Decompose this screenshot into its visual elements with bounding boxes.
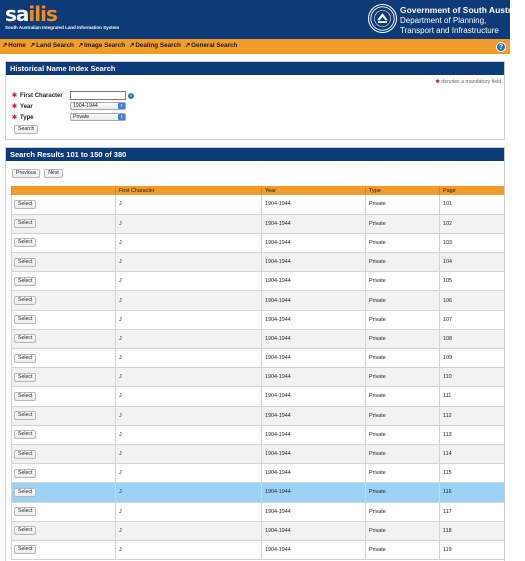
previous-button[interactable]: Previous <box>12 169 40 178</box>
select-cell <box>12 521 116 540</box>
select-button[interactable]: Select <box>14 334 36 343</box>
select-button[interactable]: Select <box>14 507 36 516</box>
type-cell: Private <box>366 368 440 387</box>
year-label: Year <box>20 103 33 110</box>
page-cell: 106 <box>440 291 504 310</box>
page-cell: 105 <box>440 272 504 291</box>
select-button[interactable]: Select <box>14 545 36 554</box>
select-button[interactable]: Select <box>14 526 36 535</box>
first-character-cell: J <box>116 214 262 233</box>
select-arrows-icon: ⇕ <box>119 103 124 108</box>
type-cell: Private <box>366 444 440 463</box>
type-cell: Private <box>366 464 440 483</box>
select-cell <box>12 483 116 502</box>
type-cell: Private <box>366 425 440 444</box>
government-branding <box>400 5 525 36</box>
year-row <box>12 102 126 110</box>
select-button[interactable]: Select <box>14 219 36 228</box>
type-cell: Private <box>366 540 440 559</box>
first-character-cell: J <box>116 502 262 521</box>
first-character-cell: J <box>116 464 262 483</box>
main-nav <box>0 39 510 54</box>
select-button[interactable]: Select <box>14 200 36 209</box>
results-table-body <box>12 195 504 560</box>
arrow-northeast-icon: ↗ <box>2 42 8 49</box>
first-character-row <box>12 91 134 100</box>
select-cell <box>12 406 116 425</box>
year-cell: 1904-1944 <box>262 464 366 483</box>
select-arrows-icon: ⇕ <box>119 114 124 119</box>
table-row[interactable] <box>12 349 504 368</box>
department-line-1: Department of Planning, <box>400 16 487 25</box>
first-character-input[interactable] <box>70 91 126 100</box>
results-title: Search Results 101 to 150 of 380 <box>6 148 504 161</box>
type-cell: Private <box>366 195 440 214</box>
select-button[interactable]: Select <box>14 450 36 459</box>
year-cell: 1904-1944 <box>262 406 366 425</box>
year-select[interactable]: 1904-1944 ⇕ <box>70 102 126 110</box>
type-cell: Private <box>366 483 440 502</box>
page-cell: 104 <box>440 253 504 272</box>
search-button[interactable]: Search <box>14 125 38 134</box>
type-cell: Private <box>366 291 440 310</box>
year-cell: 1904-1944 <box>262 521 366 540</box>
year-cell: 1904-1944 <box>262 214 366 233</box>
column-header-first-character[interactable]: First Character <box>116 186 262 195</box>
select-cell <box>12 329 116 348</box>
page-cell: 102 <box>440 214 504 233</box>
select-cell <box>12 540 116 559</box>
table-header-row <box>12 186 504 195</box>
first-character-cell: J <box>116 291 262 310</box>
page-cell: 112 <box>440 406 504 425</box>
first-character-cell: J <box>116 310 262 329</box>
table-row[interactable] <box>12 444 504 463</box>
table-row[interactable] <box>12 521 504 540</box>
type-cell: Private <box>366 521 440 540</box>
table-row[interactable] <box>12 406 504 425</box>
type-cell: Private <box>366 387 440 406</box>
year-cell: 1904-1944 <box>262 291 366 310</box>
table-row[interactable] <box>12 272 504 291</box>
type-cell: Private <box>366 233 440 252</box>
select-button[interactable]: Select <box>14 238 36 247</box>
type-cell: Private <box>366 329 440 348</box>
arrow-northeast-icon: ↗ <box>77 42 84 49</box>
search-panel-title: Historical Name Index Search <box>6 62 504 75</box>
first-character-cell: J <box>116 406 262 425</box>
select-cell <box>12 214 116 233</box>
select-button[interactable]: Select <box>14 488 36 497</box>
page-cell: 116 <box>440 483 504 502</box>
select-button[interactable]: Select <box>14 373 36 382</box>
select-button[interactable]: Select <box>14 469 36 478</box>
select-cell <box>12 425 116 444</box>
first-character-cell: J <box>116 368 262 387</box>
select-cell <box>12 349 116 368</box>
department-line-2: Transport and Infrastructure <box>400 26 499 35</box>
mandatory-note: ✱ denotes a mandatory field <box>435 79 501 85</box>
first-character-label: First Character <box>20 93 63 99</box>
select-button[interactable]: Select <box>14 315 36 324</box>
first-character-cell: J <box>116 272 262 291</box>
type-row <box>12 113 126 121</box>
year-cell: 1904-1944 <box>262 195 366 214</box>
year-cell: 1904-1944 <box>262 272 366 291</box>
next-button[interactable]: Next <box>44 169 63 178</box>
page-cell: 113 <box>440 425 504 444</box>
select-button[interactable]: Select <box>14 430 36 439</box>
page-cell: 115 <box>440 464 504 483</box>
results-table <box>11 186 504 560</box>
column-header-select <box>12 186 116 195</box>
page-cell: 107 <box>440 310 504 329</box>
page-cell: 114 <box>440 444 504 463</box>
select-cell <box>12 387 116 406</box>
table-row[interactable] <box>12 387 504 406</box>
year-cell: 1904-1944 <box>262 310 366 329</box>
year-cell: 1904-1944 <box>262 444 366 463</box>
type-cell: Private <box>366 272 440 291</box>
arrow-northeast-icon: ↗ <box>129 42 135 49</box>
table-row[interactable] <box>12 233 504 252</box>
select-cell <box>12 368 116 387</box>
first-character-cell: J <box>116 233 262 252</box>
mandatory-star-icon: ✱ <box>12 93 18 99</box>
year-cell: 1904-1944 <box>262 253 366 272</box>
year-cell: 1904-1944 <box>262 483 366 502</box>
year-cell: 1904-1944 <box>262 329 366 348</box>
select-button[interactable]: Select <box>14 258 36 267</box>
select-cell <box>12 502 116 521</box>
table-row[interactable] <box>12 195 504 214</box>
page-cell: 119 <box>440 540 504 559</box>
table-row[interactable] <box>12 425 504 444</box>
select-button[interactable]: Select <box>14 296 36 305</box>
type-cell: Private <box>366 349 440 368</box>
type-cell: Private <box>366 502 440 521</box>
type-select[interactable]: Private ⇕ <box>70 113 126 121</box>
year-cell: 1904-1944 <box>262 502 366 521</box>
page-cell: 101 <box>440 195 504 214</box>
page-cell: 109 <box>440 349 504 368</box>
logo-main-text: sa <box>5 2 29 26</box>
government-crest-icon <box>368 4 397 33</box>
logo-accent-text: ilis <box>28 2 57 26</box>
government-title: Government of South Australia <box>400 5 525 15</box>
column-header-page[interactable]: Page <box>440 186 504 195</box>
first-character-cell: J <box>116 483 262 502</box>
table-row[interactable] <box>12 540 504 559</box>
select-cell <box>12 272 116 291</box>
first-character-cell: J <box>116 349 262 368</box>
year-cell: 1904-1944 <box>262 387 366 406</box>
arrow-northeast-icon: ↗ <box>29 42 36 49</box>
year-cell: 1904-1944 <box>262 368 366 387</box>
type-cell: Private <box>366 253 440 272</box>
nav-dealing-search[interactable]: ↗Dealing Search <box>129 42 181 49</box>
select-button[interactable]: Select <box>14 354 36 363</box>
first-character-cell: J <box>116 253 262 272</box>
select-button[interactable]: Select <box>14 392 36 401</box>
select-cell <box>12 233 116 252</box>
first-character-cell: J <box>116 540 262 559</box>
table-row[interactable] <box>12 502 504 521</box>
table-row[interactable] <box>12 329 504 348</box>
page-cell: 110 <box>440 368 504 387</box>
select-cell <box>12 253 116 272</box>
type-cell: Private <box>366 214 440 233</box>
select-button[interactable]: Select <box>14 277 36 286</box>
page-cell: 117 <box>440 502 504 521</box>
mandatory-star-icon: ✱ <box>435 79 440 85</box>
mandatory-star-icon: ✱ <box>12 114 18 121</box>
first-character-cell: J <box>116 521 262 540</box>
table-row[interactable] <box>12 214 504 233</box>
mandatory-star-icon: ✱ <box>12 103 18 110</box>
nav-home[interactable]: ↗Home <box>2 42 26 49</box>
select-cell <box>12 444 116 463</box>
nav-image-search[interactable]: ↗Image Search <box>77 42 126 49</box>
column-header-year[interactable]: Year <box>262 186 366 195</box>
sailis-logo[interactable] <box>5 3 119 30</box>
type-cell: Private <box>366 406 440 425</box>
nav-general-search[interactable]: ↗General Search <box>184 42 238 49</box>
first-character-cell: J <box>116 425 262 444</box>
pager <box>12 169 63 178</box>
page-cell: 103 <box>440 233 504 252</box>
table-row[interactable] <box>12 483 504 502</box>
year-cell: 1904-1944 <box>262 540 366 559</box>
help-icon[interactable]: ? <box>496 42 506 52</box>
table-row[interactable] <box>12 291 504 310</box>
arrow-northeast-icon: ↗ <box>184 42 191 49</box>
select-cell <box>12 310 116 329</box>
page-cell: 118 <box>440 521 504 540</box>
year-cell: 1904-1944 <box>262 349 366 368</box>
first-character-cell: J <box>116 387 262 406</box>
first-character-cell: J <box>116 444 262 463</box>
year-cell: 1904-1944 <box>262 425 366 444</box>
year-cell: 1904-1944 <box>262 233 366 252</box>
table-row[interactable] <box>12 310 504 329</box>
first-character-cell: J <box>116 195 262 214</box>
search-panel <box>5 61 505 140</box>
type-cell: Private <box>366 310 440 329</box>
page-cell: 111 <box>440 387 504 406</box>
site-header <box>0 0 525 39</box>
page-cell: 108 <box>440 329 504 348</box>
column-header-type[interactable]: Type <box>366 186 440 195</box>
select-cell <box>12 464 116 483</box>
select-cell <box>12 291 116 310</box>
table-row[interactable] <box>12 464 504 483</box>
first-character-cell: J <box>116 329 262 348</box>
select-cell <box>12 195 116 214</box>
nav-land-search[interactable]: ↗Land Search <box>29 42 74 49</box>
select-button[interactable]: Select <box>14 411 36 420</box>
info-icon[interactable]: i <box>128 93 134 99</box>
type-label: Type <box>20 114 34 121</box>
table-row[interactable] <box>12 253 504 272</box>
table-row[interactable] <box>12 368 504 387</box>
results-panel <box>5 147 505 561</box>
logo-subtitle: South Australian Integrated Land Information System <box>5 25 120 30</box>
